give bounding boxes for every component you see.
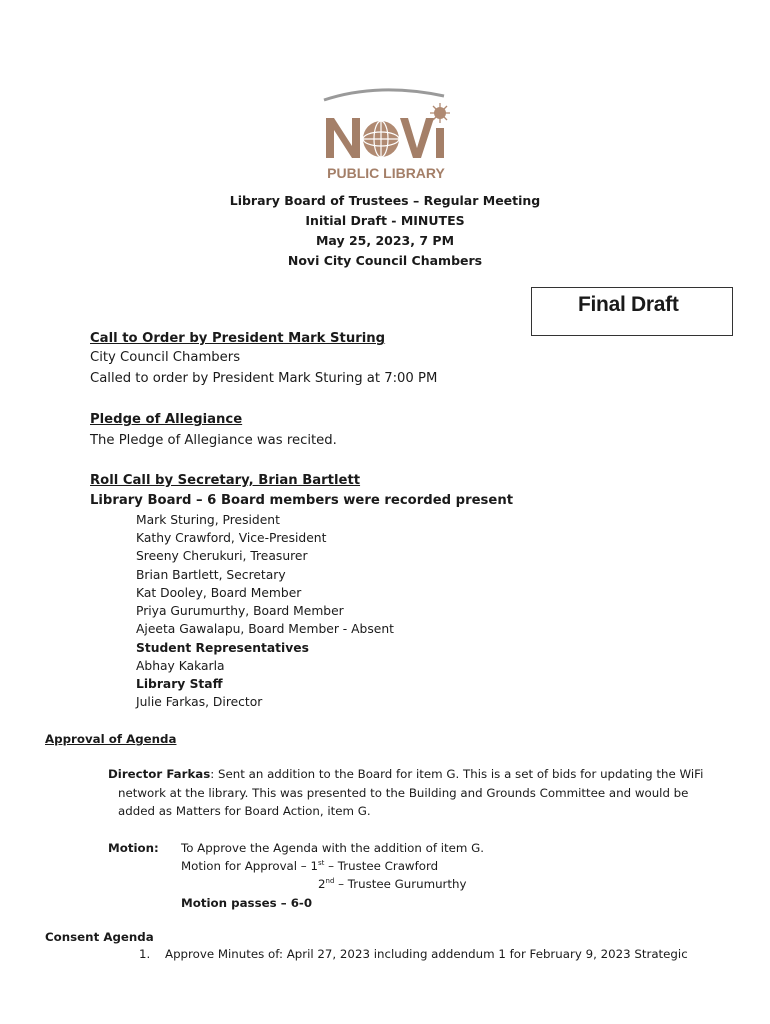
roll-call-heading: Roll Call by Secretary, Brian Bartlett (90, 473, 361, 488)
pledge-line: The Pledge of Allegiance was recited. (90, 433, 337, 448)
final-draft-stamp (531, 287, 733, 336)
member-item: Ajeeta Gawalapu, Board Member - Absent (136, 622, 394, 636)
staff-heading: Library Staff (136, 677, 223, 691)
student-name: Abhay Kakarla (136, 659, 225, 673)
motion-label: Motion: (108, 841, 159, 855)
director-note-line2: network at the library. This was presented to the Building and Grounds Committee and would be (118, 786, 689, 800)
director-text1: : Sent an addition to the Board for item G. This is a set of bids for updating the WiFi (210, 767, 704, 781)
director-note-line3: added as Matters for Board Action, item G. (118, 804, 371, 818)
motion-line1: To Approve the Agenda with the addition of item G. (181, 841, 485, 855)
final-draft-label: Final Draft (578, 293, 679, 316)
motion-first-pre: Motion for Approval – 1 (181, 859, 318, 873)
call-to-order-line2: Called to order by President Mark Sturing at 7:00 PM (90, 371, 438, 386)
approval-heading: Approval of Agenda (45, 732, 177, 746)
motion-result: Motion passes – 6-0 (181, 896, 313, 910)
member-item: Mark Sturing, President (136, 513, 280, 527)
student-heading: Student Representatives (136, 641, 309, 655)
consent-heading: Consent Agenda (45, 930, 154, 944)
member-item: Kathy Crawford, Vice-President (136, 531, 327, 545)
motion-second-pre: 2 (318, 877, 326, 891)
call-to-order-heading: Call to Order by President Mark Sturing (90, 331, 386, 346)
board-present-line: Library Board – 6 Board members were recorded present (90, 493, 514, 508)
motion-first-sup: st (317, 859, 325, 868)
motion-line2 (181, 859, 438, 873)
member-item: Brian Bartlett, Secretary (136, 568, 286, 582)
member-item: Kat Dooley, Board Member (136, 586, 302, 600)
motion-line3 (318, 877, 467, 891)
draft-label: Initial Draft - MINUTES (305, 213, 465, 228)
novi-library-logo (318, 84, 454, 184)
member-item: Priya Gurumurthy, Board Member (136, 604, 344, 618)
consent-item-number: 1. (139, 947, 151, 961)
motion-second-sup: nd (325, 877, 335, 886)
staff-name: Julie Farkas, Director (136, 695, 263, 709)
consent-item-text: Approve Minutes of: April 27, 2023 including addendum 1 for February 9, 2023 Strategic (165, 947, 688, 961)
member-item: Sreeny Cherukuri, Treasurer (136, 549, 308, 563)
director-note-line1 (108, 767, 703, 781)
pledge-heading: Pledge of Allegiance (90, 412, 243, 427)
logo-subtitle: PUBLIC LIBRARY (327, 165, 445, 181)
meeting-date: May 25, 2023, 7 PM (315, 233, 455, 248)
meeting-location: Novi City Council Chambers (287, 253, 483, 268)
motion-first-post: – Trustee Crawford (324, 859, 439, 873)
call-to-order-line1: City Council Chambers (90, 350, 241, 365)
motion-second-post: – Trustee Gurumurthy (334, 877, 467, 891)
meeting-title: Library Board of Trustees – Regular Meeting (229, 193, 541, 208)
director-label: Director Farkas (108, 767, 211, 781)
